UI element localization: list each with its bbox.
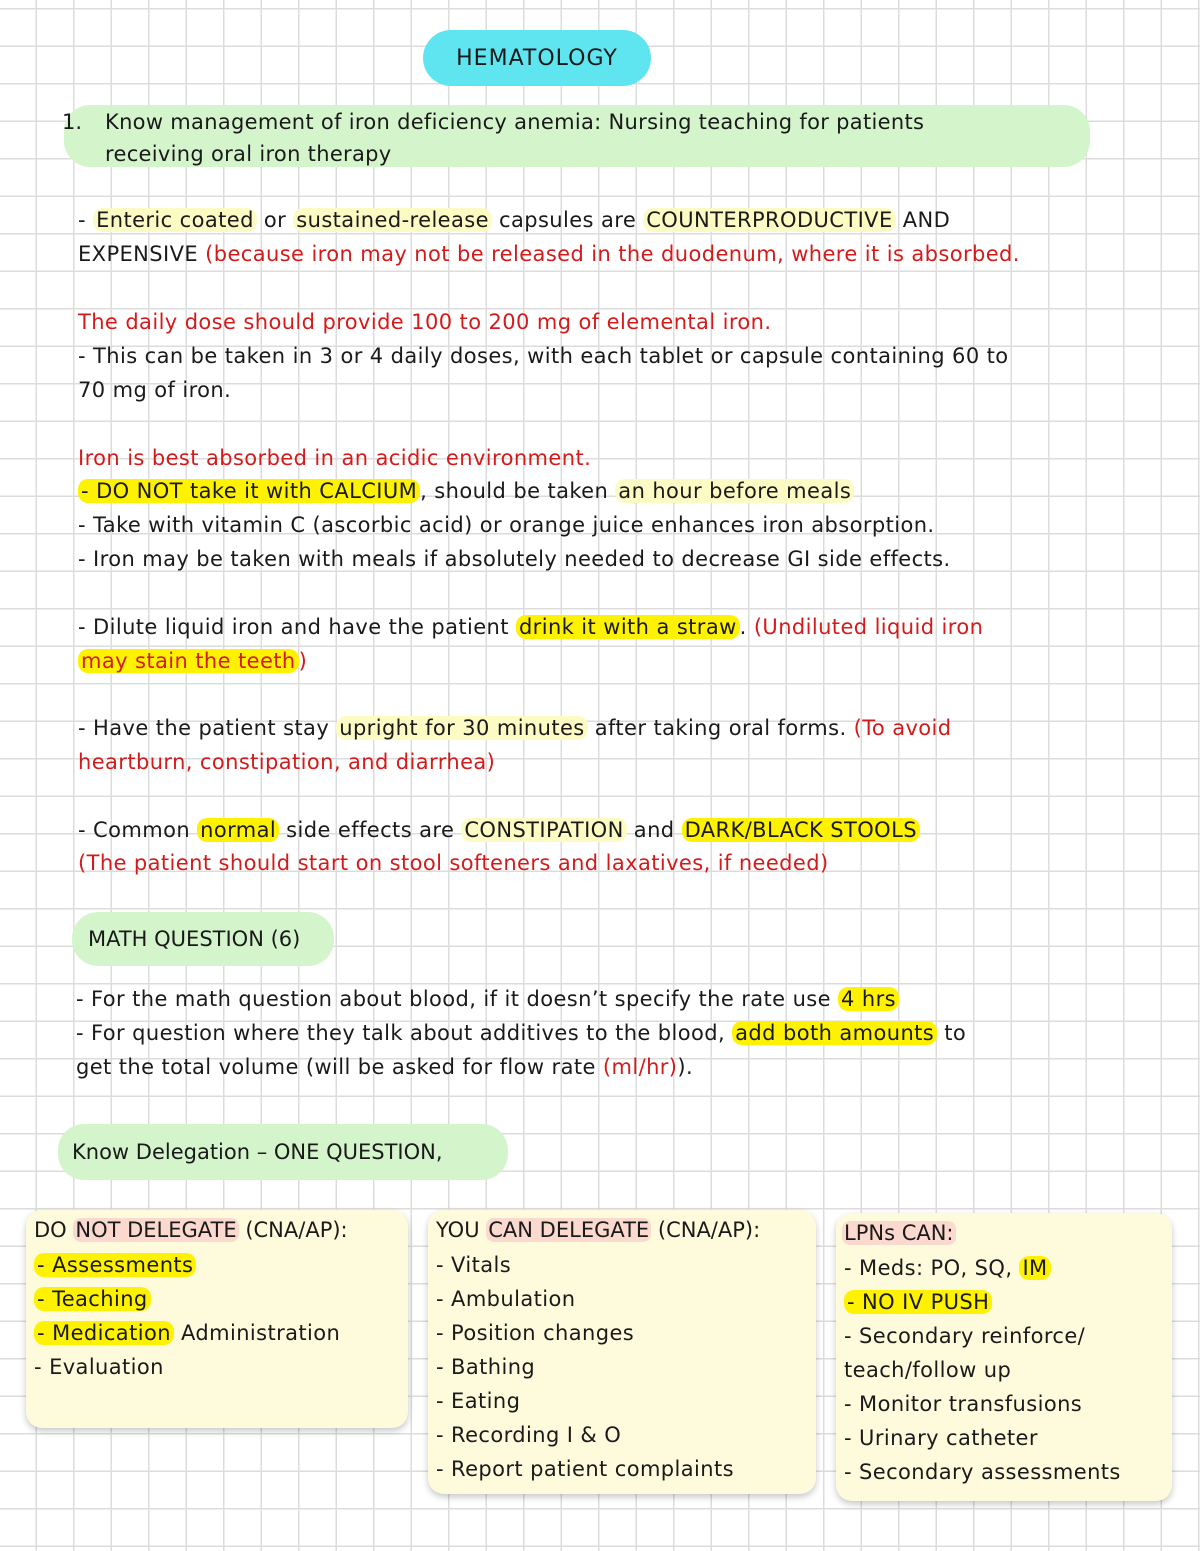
can-delegate-text: CAN DELEGATE	[488, 1218, 650, 1242]
question-1-line-2: receiving oral iron therapy	[105, 142, 392, 166]
list-item: - Bathing	[436, 1355, 536, 1379]
dash: -	[37, 1253, 53, 1277]
text-span: AND	[895, 208, 951, 232]
vitamin-c-line: - Take with vitamin C (ascorbic acid) or orange juice enhances iron absorption.	[78, 513, 935, 537]
can-delegate-list	[436, 1248, 734, 1486]
list-item	[34, 1282, 340, 1316]
calcium-highlight	[78, 479, 420, 503]
question-1-heading	[105, 106, 924, 170]
enteric-coated-text: Enteric coated	[93, 208, 257, 232]
math-question-text: MATH QUESTION (6)	[88, 927, 301, 951]
text-span: - Dilute liquid iron and have the patient	[78, 615, 516, 639]
evaluation-text: Evaluation	[49, 1355, 164, 1379]
can-delegate-title	[436, 1214, 760, 1246]
list-item: - Vitals	[436, 1253, 512, 1277]
with-meals-line: - Iron may be taken with meals if absolutely needed to decrease GI side effects.	[78, 547, 951, 571]
text-span: after taking oral forms.	[587, 716, 854, 740]
expensive-text: EXPENSIVE	[78, 242, 199, 266]
avoid-note: (To avoid	[853, 716, 952, 740]
text-span: - Common	[78, 818, 198, 842]
side-effects-line	[78, 813, 920, 847]
list-item: - Eating	[436, 1389, 521, 1413]
text-span: to	[937, 1021, 967, 1045]
undiluted-note: (Undiluted liquid iron	[753, 615, 984, 639]
text-span: and	[626, 818, 682, 842]
dark-stools-text: DARK/BLACK STOOLS	[682, 818, 920, 842]
list-item	[34, 1316, 340, 1350]
four-hours-text: 4 hrs	[838, 987, 899, 1011]
can-delegate-card	[428, 1210, 816, 1494]
text-span: - Have the patient stay	[78, 716, 337, 740]
daily-dose-note: The daily dose should provide 100 to 200 mg of elemental iron.	[78, 310, 772, 334]
list-item: - Secondary assessments	[844, 1460, 1121, 1484]
math-question-label	[72, 912, 334, 966]
text-span: get the total volume (will be asked for flow rate	[76, 1055, 603, 1079]
text-span: capsules are	[491, 208, 644, 232]
counterproductive-text: COUNTERPRODUCTIVE	[643, 208, 895, 232]
straw-text: drink it with a straw	[516, 615, 740, 639]
hour-before-meals-text: an hour before meals	[615, 479, 854, 503]
page-title-text: HEMATOLOGY	[456, 45, 618, 71]
math-rate-line	[76, 982, 899, 1016]
add-both-amounts-text: add both amounts	[732, 1021, 937, 1045]
lpns-can-card	[836, 1213, 1172, 1501]
text-span: or	[256, 208, 294, 232]
list-item: - Urinary catheter	[844, 1426, 1038, 1450]
stool-softeners-note: (The patient should start on stool softeners and laxatives, if needed)	[78, 851, 829, 875]
calcium-text: DO NOT take it with CALCIUM	[96, 479, 418, 503]
text-span: side effects are	[279, 818, 462, 842]
medication-text: Medication	[52, 1321, 171, 1345]
teaching-text: Teaching	[52, 1287, 148, 1311]
text-span: )	[298, 649, 308, 673]
math-additives-line	[76, 1016, 966, 1050]
do-not-delegate-title	[34, 1214, 348, 1246]
list-item: - Report patient complaints	[436, 1457, 734, 1481]
assessments-text: Assessments	[52, 1253, 194, 1277]
liquid-iron-line	[78, 610, 983, 644]
text-span: (CNA/AP):	[651, 1218, 761, 1242]
duodenum-note: (because iron may not be released in the duodenum, where it is absorbed.	[198, 242, 1020, 266]
administration-text: Administration	[173, 1321, 341, 1345]
list-item	[34, 1248, 340, 1282]
text-span: - For question where they talk about additives to the blood,	[76, 1021, 733, 1045]
flow-rate-unit: (ml/hr)	[602, 1055, 678, 1079]
math-volume-line	[76, 1050, 693, 1084]
upright-text: upright for 30 minutes	[336, 716, 587, 740]
list-item	[844, 1285, 1121, 1319]
list-item: - Position changes	[436, 1321, 635, 1345]
calcium-line	[78, 474, 854, 508]
dash: -	[37, 1287, 53, 1311]
list-item	[844, 1251, 1121, 1285]
lpns-can-list	[844, 1251, 1121, 1489]
list-item: teach/follow up	[844, 1358, 1012, 1382]
list-item: - Monitor transfusions	[844, 1392, 1083, 1416]
im-text: IM	[1019, 1256, 1050, 1280]
list-item: - Recording I & O	[436, 1423, 622, 1447]
text-span: (CNA/AP):	[238, 1218, 348, 1242]
list-item: - Secondary reinforce/	[844, 1324, 1086, 1348]
page-title	[423, 30, 651, 86]
question-1-number: 1.	[62, 110, 83, 134]
text-span: ).	[677, 1055, 694, 1079]
delegation-label	[58, 1124, 508, 1180]
normal-text: normal	[197, 818, 279, 842]
enteric-coated-line	[78, 203, 950, 237]
not-delegate-text: NOT DELEGATE	[75, 1218, 237, 1242]
stain-teeth-text: may stain the teeth	[78, 649, 299, 673]
stain-teeth-line	[78, 644, 307, 678]
heartburn-line: heartburn, constipation, and diarrhea)	[78, 750, 496, 774]
upright-line	[78, 711, 952, 745]
do-not-delegate-card	[26, 1210, 408, 1428]
list-item: - Ambulation	[436, 1287, 576, 1311]
lpns-can-title	[842, 1217, 956, 1249]
meds-text: - Meds: PO, SQ,	[844, 1256, 1020, 1280]
expensive-line	[78, 237, 1020, 271]
dash: -	[37, 1321, 53, 1345]
daily-doses-line: - This can be taken in 3 or 4 daily doses, with each tablet or capsule containing 60 to	[78, 344, 1009, 368]
delegation-text: Know Delegation – ONE QUESTION,	[72, 1140, 443, 1164]
text-span: , should be taken	[420, 479, 616, 503]
text-span: YOU	[436, 1218, 487, 1242]
no-iv-push-text: - NO IV PUSH	[844, 1290, 992, 1314]
constipation-text: CONSTIPATION	[461, 818, 626, 842]
lpns-can-text: LPNs CAN:	[844, 1221, 954, 1245]
sustained-release-text: sustained-release	[293, 208, 492, 232]
text-span: - For the math question about blood, if it doesn’t specify the rate use	[76, 987, 839, 1011]
text-span: DO	[34, 1218, 74, 1242]
acidic-environment-note: Iron is best absorbed in an acidic environment.	[78, 446, 592, 470]
do-not-delegate-list	[34, 1248, 340, 1384]
dash: -	[34, 1355, 50, 1379]
question-1-line-1: Know management of iron deficiency anemia: Nursing teaching for patients	[105, 110, 925, 134]
list-item	[34, 1350, 340, 1384]
text-span: .	[739, 615, 754, 639]
dash: -	[78, 208, 94, 232]
dash: -	[81, 479, 97, 503]
iron-amount-line: 70 mg of iron.	[78, 378, 232, 402]
